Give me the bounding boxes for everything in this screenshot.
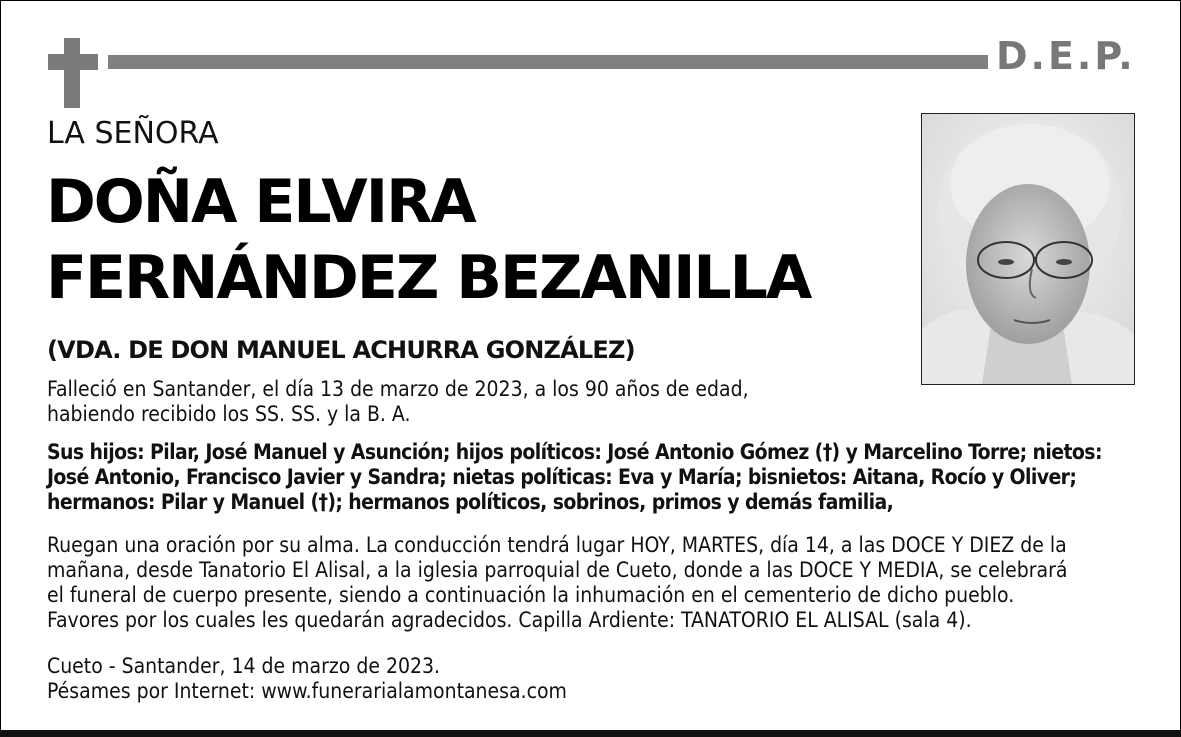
cross-icon bbox=[48, 38, 98, 108]
death-notice-line: habiendo recibido los SS. SS. y la B. A. bbox=[47, 402, 411, 426]
portrait-photo bbox=[921, 113, 1135, 385]
family-list bbox=[47, 440, 1137, 515]
dep-label: D.E.P. bbox=[996, 34, 1136, 78]
ceremony-details bbox=[47, 533, 1137, 633]
footer-info bbox=[47, 654, 1137, 704]
death-notice-line: Falleció en Santander, el día 13 de marzo de 2023, a los 90 años de edad, bbox=[47, 377, 749, 401]
condolences-line: Pésames por Internet: www.funerarialamontanesa.com bbox=[47, 679, 567, 703]
widow-line: (VDA. DE DON MANUEL ACHURRA GONZÁLEZ) bbox=[47, 336, 635, 364]
family-line: hermanos: Pilar y Manuel (†); hermanos políticos, sobrinos, primos y demás familia, bbox=[47, 490, 894, 514]
header-rule bbox=[108, 55, 988, 69]
ceremony-line: Favores por los cuales les quedarán agradecidos. Capilla Ardiente: TANATORIO EL ALISAL (sala 4). bbox=[47, 608, 972, 632]
intro-label: LA SEÑORA bbox=[47, 116, 219, 151]
ceremony-line: el funeral de cuerpo presente, siendo a continuación la inhumación en el cementerio de dicho pueblo. bbox=[47, 583, 1015, 607]
place-date-line: Cueto - Santander, 14 de marzo de 2023. bbox=[47, 654, 441, 678]
deceased-name-line2: FERNÁNDEZ BEZANILLA bbox=[46, 243, 811, 313]
deceased-name-line1: DOÑA ELVIRA bbox=[46, 167, 475, 237]
death-notice bbox=[47, 377, 1137, 427]
family-line: José Antonio, Francisco Javier y Sandra; nietas políticas: Eva y María; bisnietos: Aitana, Rocío y Oliver; bbox=[47, 465, 1077, 489]
ceremony-line: mañana, desde Tanatorio El Alisal, a la iglesia parroquial de Cueto, donde a las DOCE Y MEDIA, se celebrará bbox=[47, 558, 1068, 582]
bottom-bar bbox=[0, 730, 1181, 737]
ceremony-line: Ruegan una oración por su alma. La conducción tendrá lugar HOY, MARTES, día 14, a las DOCE Y DIEZ de la bbox=[47, 533, 1067, 557]
family-line: Sus hijos: Pilar, José Manuel y Asunción; hijos políticos: José Antonio Gómez (†) y Marcelino Torre; nietos: bbox=[47, 440, 1102, 464]
